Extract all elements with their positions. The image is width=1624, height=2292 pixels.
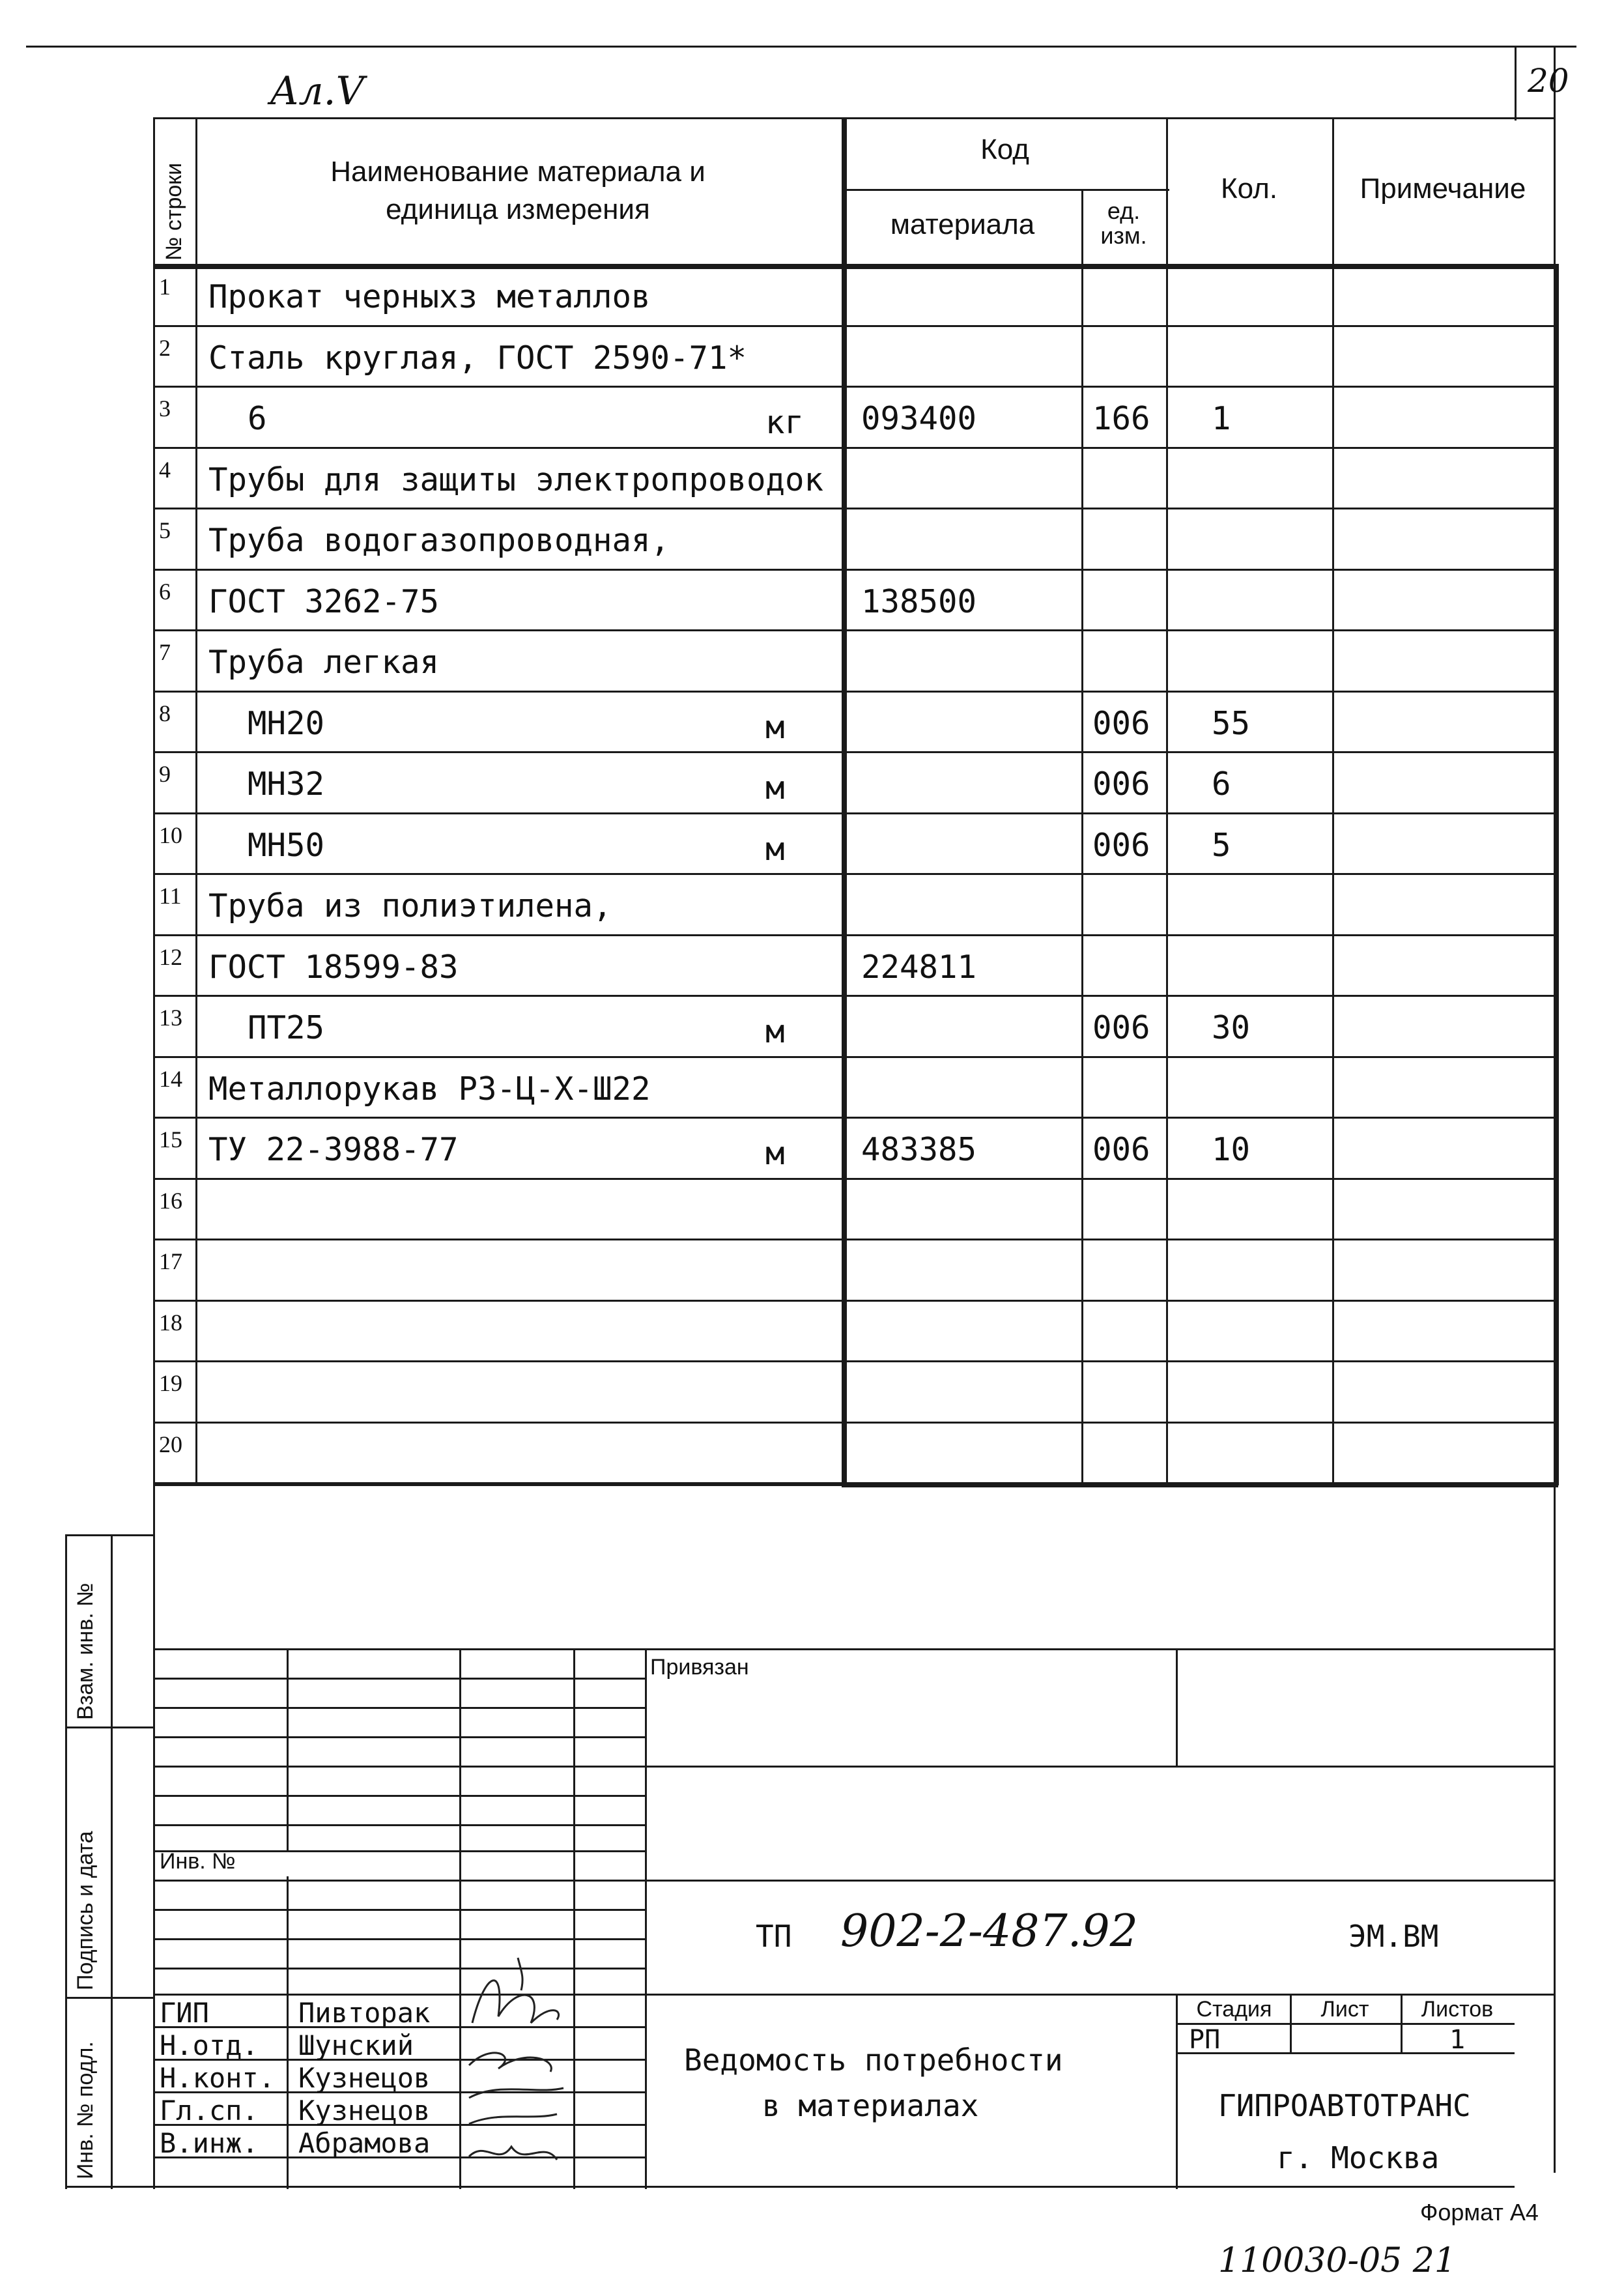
row-unit-code: 166 bbox=[1092, 400, 1150, 437]
row-name: МН50 bbox=[248, 827, 325, 864]
row-name: МН20 bbox=[248, 705, 325, 742]
doc-number: 902-2-487.92 bbox=[840, 1906, 1138, 1957]
row-number: 16 bbox=[159, 1188, 182, 1214]
row-number: 20 bbox=[159, 1431, 182, 1457]
row-name: Трубы для защиты электропроводок bbox=[208, 461, 824, 498]
row-divider bbox=[153, 934, 1554, 936]
row-name: Сталь круглая, ГОСТ 2590-71* bbox=[208, 339, 747, 377]
side-margin-top bbox=[65, 1534, 153, 1536]
note-column-right-line bbox=[1554, 264, 1559, 1485]
row-unit: м bbox=[765, 1135, 785, 1172]
row-quantity: 10 bbox=[1212, 1131, 1251, 1168]
org-line-2: г. Москва bbox=[1277, 2140, 1440, 2175]
row-quantity: 1 bbox=[1212, 400, 1231, 437]
sheet-label: Лист bbox=[1320, 1997, 1369, 2022]
row-divider bbox=[153, 1117, 1554, 1119]
row-number: 4 bbox=[159, 457, 171, 483]
signatures bbox=[459, 1945, 577, 2186]
row-quantity: 6 bbox=[1212, 766, 1231, 803]
title-line-1: Ведомость потребности bbox=[684, 2042, 1063, 2078]
row-quantity: 55 bbox=[1212, 705, 1251, 742]
row-unit-code: 006 bbox=[1092, 1131, 1150, 1168]
side-label-vzam: Взам. инв. № bbox=[73, 1583, 98, 1720]
row-number: 18 bbox=[159, 1310, 182, 1336]
top-border bbox=[26, 46, 1576, 48]
header-code: Код bbox=[980, 134, 1029, 165]
tb-col-line-4 bbox=[645, 1648, 647, 2189]
row-number: 19 bbox=[159, 1370, 182, 1396]
row-unit: м bbox=[765, 831, 785, 868]
privyazan-bottom bbox=[645, 1766, 1554, 1768]
tb-grid-line bbox=[153, 1909, 645, 1911]
title-line-2: в материалах bbox=[762, 2088, 979, 2123]
row-unit-code: 006 bbox=[1092, 705, 1150, 742]
sheets-label: Листов bbox=[1421, 1997, 1494, 2022]
row-unit: м bbox=[765, 709, 785, 746]
row-material-code: 093400 bbox=[861, 400, 977, 437]
row-number: 12 bbox=[159, 944, 182, 970]
row-divider bbox=[153, 447, 1554, 449]
row-divider bbox=[153, 995, 1554, 997]
doc-code: ЭМ.ВМ bbox=[1348, 1919, 1439, 1954]
row-divider bbox=[153, 1422, 1554, 1424]
side-margin-mid-line bbox=[111, 1534, 113, 2189]
staff-name: Пивторак bbox=[298, 1997, 431, 2029]
staff-role: Н.конт. bbox=[160, 2062, 276, 2094]
row-number: 14 bbox=[159, 1066, 182, 1092]
tb-grid-line bbox=[153, 1707, 645, 1709]
row-name: ГОСТ 3262-75 bbox=[208, 583, 440, 620]
side-margin-bottom bbox=[65, 2186, 153, 2188]
top-handwriting: Aл.Ⅴ bbox=[270, 68, 364, 114]
side-margin-left-line bbox=[65, 1534, 67, 2189]
inv-no-label: Инв. № bbox=[160, 1849, 236, 1874]
side-label-podpis: Подпись и дата bbox=[73, 1831, 98, 1990]
staff-role: В.инж. bbox=[160, 2127, 259, 2159]
row-number: 2 bbox=[159, 335, 171, 361]
row-unit: м bbox=[765, 1013, 785, 1050]
header-code-material: материала bbox=[890, 208, 1035, 240]
row-divider bbox=[153, 1360, 1554, 1362]
org-line-1: ГИПРОАВТОТРАНС bbox=[1218, 2088, 1471, 2123]
privyazan-divider bbox=[1176, 1648, 1178, 1766]
row-quantity: 30 bbox=[1212, 1009, 1251, 1046]
row-material-code: 224811 bbox=[861, 949, 977, 986]
material-column-line bbox=[1081, 189, 1083, 1485]
row-name: Труба легкая bbox=[208, 644, 440, 681]
row-name: 6 bbox=[248, 400, 267, 437]
tb-col-line-1b bbox=[287, 1876, 289, 2189]
row-quantity: 5 bbox=[1212, 827, 1231, 864]
row-divider bbox=[153, 1300, 1554, 1302]
row-divider bbox=[153, 873, 1554, 875]
docnumber-top bbox=[645, 1880, 1554, 1882]
row-divider bbox=[153, 629, 1554, 631]
header-name: Наименование материала и единица измерения bbox=[330, 156, 705, 225]
row-number: 1 bbox=[159, 274, 171, 300]
header-qty: Кол. bbox=[1220, 173, 1278, 205]
row-unit-code: 006 bbox=[1092, 827, 1150, 864]
row-number: 5 bbox=[159, 517, 171, 543]
tb-grid-line bbox=[153, 1880, 645, 1882]
qty-column-line bbox=[1332, 117, 1334, 1485]
header-bottom-line bbox=[153, 264, 1554, 269]
titleblock-top-line bbox=[153, 1648, 1554, 1650]
staff-name: Кузнецов bbox=[298, 2062, 431, 2094]
format-label: Формат А4 bbox=[1420, 2199, 1539, 2226]
tb-col-line-1a bbox=[287, 1648, 289, 1850]
unit-column-line bbox=[1166, 117, 1168, 1485]
tb-grid-line bbox=[153, 1678, 645, 1680]
tb-grid-line bbox=[153, 1938, 645, 1940]
row-divider bbox=[153, 751, 1554, 753]
row-divider bbox=[153, 1239, 1554, 1240]
row-divider bbox=[153, 1056, 1554, 1058]
left-border bbox=[153, 117, 155, 2189]
tb-grid-line bbox=[153, 1824, 645, 1826]
stage-label: Стадия bbox=[1196, 1997, 1272, 2022]
row-number: 15 bbox=[159, 1126, 182, 1153]
row-name: Металлорукав РЗ-Ц-Х-Ш22 bbox=[208, 1070, 651, 1108]
row-divider bbox=[153, 508, 1554, 509]
bottom-handwriting: 110030-05 21 bbox=[1218, 2241, 1456, 2280]
tb-grid-line bbox=[153, 1736, 645, 1738]
rownum-column-line bbox=[195, 117, 197, 1485]
sheet-number-divider bbox=[1515, 46, 1517, 121]
staff-name: Абрамова bbox=[298, 2127, 431, 2159]
row-divider bbox=[153, 325, 1554, 327]
row-divider bbox=[153, 1178, 1554, 1180]
row-material-code: 138500 bbox=[861, 583, 977, 620]
row-unit: кг bbox=[765, 404, 805, 441]
row-name: Труба из полиэтилена, bbox=[208, 887, 612, 924]
header-top-line bbox=[153, 117, 1554, 119]
row-divider bbox=[153, 569, 1554, 571]
row-divider bbox=[153, 386, 1554, 388]
row-number: 8 bbox=[159, 700, 171, 726]
name-column-line bbox=[842, 117, 847, 1485]
stage-value: РП bbox=[1189, 2025, 1221, 2055]
side-margin-div1 bbox=[65, 1726, 153, 1728]
row-number: 7 bbox=[159, 639, 171, 665]
row-unit-code: 006 bbox=[1092, 1009, 1150, 1046]
code-subheader-line bbox=[844, 189, 1169, 191]
row-unit: м bbox=[765, 769, 785, 807]
row-name: ПТ25 bbox=[248, 1009, 325, 1046]
row-name: ТУ 22-3988-77 bbox=[208, 1131, 459, 1168]
staff-name: Шунский bbox=[298, 2029, 414, 2061]
row-divider bbox=[153, 812, 1554, 814]
row-number: 6 bbox=[159, 579, 171, 605]
row-number: 9 bbox=[159, 761, 171, 787]
side-label-inv-podl: Инв. № подл. bbox=[73, 2041, 98, 2179]
row-divider bbox=[153, 691, 1554, 693]
staff-role: ГИП bbox=[160, 1997, 209, 2029]
row-number: 13 bbox=[159, 1005, 182, 1031]
row-number: 11 bbox=[159, 883, 182, 909]
row-number: 3 bbox=[159, 395, 171, 422]
row-unit-code: 006 bbox=[1092, 766, 1150, 803]
titleblock-bottom bbox=[153, 2186, 1515, 2188]
tb-grid-line bbox=[153, 1766, 645, 1768]
row-divider bbox=[153, 1482, 1554, 1484]
staff-role: Гл.сп. bbox=[160, 2095, 259, 2127]
row-name: ГОСТ 18599-83 bbox=[208, 949, 459, 986]
row-material-code: 483385 bbox=[861, 1131, 977, 1168]
sheet-number: 20 bbox=[1528, 62, 1569, 100]
staff-name: Кузнецов bbox=[298, 2095, 431, 2127]
header-code-unit: ед. изм. bbox=[1100, 197, 1147, 249]
privyazan-label: Привязан bbox=[650, 1655, 749, 1680]
row-name: МН32 bbox=[248, 766, 325, 803]
row-name: Труба водогазопроводная, bbox=[208, 522, 670, 559]
docnumber-bottom bbox=[645, 1994, 1554, 1996]
sheets-value: 1 bbox=[1449, 2025, 1466, 2055]
staff-role: Н.отд. bbox=[160, 2029, 259, 2061]
row-number: 10 bbox=[159, 822, 182, 848]
row-number: 17 bbox=[159, 1248, 182, 1274]
header-note: Примечание bbox=[1360, 173, 1526, 205]
header-row-no: № строки bbox=[162, 162, 186, 261]
table-bottom-line bbox=[153, 1484, 844, 1486]
tb-grid-line bbox=[153, 1795, 645, 1797]
doc-prefix: ТП bbox=[756, 1919, 792, 1954]
row-name: Прокат черныхз металлов bbox=[208, 278, 651, 315]
